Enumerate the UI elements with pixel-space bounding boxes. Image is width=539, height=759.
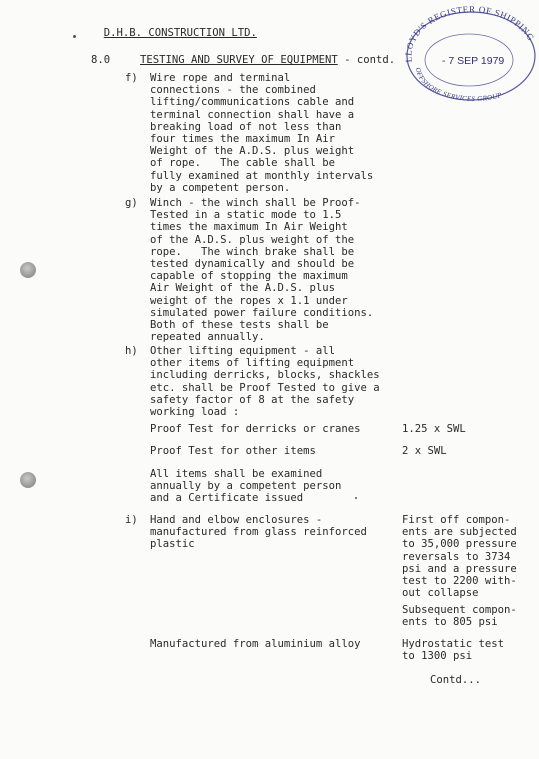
section-number: 8.0 (91, 54, 111, 66)
item-f-text: Wire rope and terminal connections - the combined lifting/communications cable and terminal connection shall have a breaking load of not less than four times the maximum In Air Weight of the A.D.S. plus weight of rope. The cable shall be fully examined at monthly intervals by a competent person. (150, 72, 374, 194)
section-heading (140, 54, 395, 66)
item-g-text: Winch - the winch shall be Proof- Tested in a static mode to 1.5 times the maximum In Air Weight of the A.D.S. plus weight of the rope. The winch brake shall be tested dynamically and should be capable of stopping the maximum Air Weight of the A.D.S. plus weight of the ropes x 1.1 under simulated power failure conditions. Both of these tests shall be repeated annually. (150, 197, 374, 344)
item-g-label: g) (125, 197, 138, 209)
item-i-label: i) (125, 514, 138, 526)
proof-test-other-label: Proof Test for other items (150, 445, 316, 457)
speck-mark (355, 497, 357, 499)
company-header: D.H.B. CONSTRUCTION LTD. (103, 27, 257, 40)
first-off-test-text: First off compon- ents are subjected to 35,000 pressure reversals to 3734 psi and a pressure test to 2200 with- out collapse (402, 514, 517, 600)
stamp-arc-bottom: OFFSHORE SERVICES GROUP (413, 66, 503, 103)
speck-mark (73, 35, 76, 38)
section-title: TESTING AND SURVEY OF EQUIPMENT (140, 54, 338, 66)
item-h-text: Other lifting equipment - all other items of lifting equipment including derricks, blocks, shackles etc. shall be Proof Tested to give a safety factor of 8 at the safety working load : (150, 345, 380, 419)
hydrostatic-test-text: Hydrostatic test to 1300 psi (402, 638, 505, 663)
subsequent-test-text: Subsequent compon- ents to 805 psi (402, 604, 517, 629)
punch-hole-bottom (20, 472, 36, 488)
proof-test-derricks-value: 1.25 x SWL (402, 423, 466, 435)
stamp-arc-top: LLOYD'S REGISTER OF SHIPPING (403, 4, 537, 63)
item-f-label: f) (125, 72, 138, 84)
proof-test-other-value: 2 x SWL (402, 445, 447, 457)
examination-note: All items shall be examined annually by a competent person and a Certificate issued (150, 468, 342, 505)
section-suffix: - contd. (337, 54, 396, 66)
lloyds-register-stamp (396, 0, 539, 104)
item-h-label: h) (125, 345, 138, 357)
item-i-text: Hand and elbow enclosures - manufactured from glass reinforced plastic (150, 514, 367, 551)
contd-footer: Contd... (430, 674, 482, 686)
proof-test-derricks-label: Proof Test for derricks or cranes (150, 423, 361, 435)
stamp-date: - 7 SEP 1979 (442, 55, 505, 67)
punch-hole-top (20, 262, 36, 278)
aluminium-text: Manufactured from aluminium alloy (150, 638, 361, 650)
